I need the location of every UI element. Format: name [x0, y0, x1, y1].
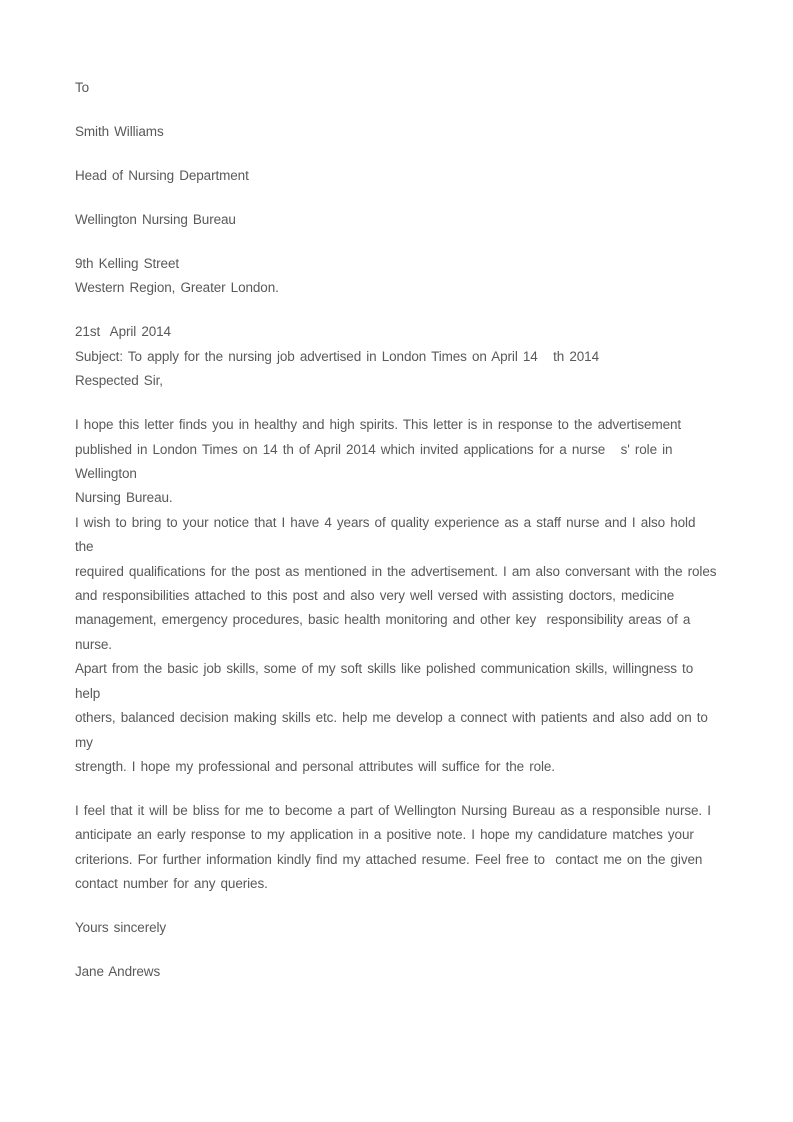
body-line: Apart from the basic job skills, some of my soft skills like polished communication skills, willingness to help	[75, 661, 699, 701]
signature-name: Jane Andrews	[75, 964, 161, 980]
recipient-line-title: Head of Nursing Department	[75, 168, 249, 183]
recipient-line-name: Smith Williams	[75, 124, 164, 139]
body-line: contact number for any queries.	[75, 876, 268, 892]
body-line: criterions. For further information kindly find my attached resume. Feel free to contact me on the given	[75, 851, 703, 867]
body-line: others, balanced decision making skills etc. help me develop a connect with patients and also add on to my	[75, 710, 713, 750]
body-line: Nursing Bureau.	[75, 490, 173, 506]
body-line: published in London Times on 14 th of April 2014 which invited applications for a nurse s' role in Wellington	[75, 441, 678, 482]
subject-line: Subject: To apply for the nursing job advertised in London Times on April 14 th 2014	[75, 348, 599, 364]
body-line: and responsibilities attached to this post and also very well versed with assisting doctors, medicine	[75, 588, 675, 604]
body-paragraph-4	[75, 799, 718, 897]
salutation: Respected Sir,	[75, 373, 163, 389]
address-line-street: 9th Kelling Street	[75, 256, 180, 271]
recipient-block	[75, 76, 718, 232]
body-line: strength. I hope my professional and personal attributes will suffice for the role.	[75, 758, 555, 774]
recipient-line-company: Wellington Nursing Bureau	[75, 212, 236, 227]
closing-block	[75, 916, 718, 984]
body-line: I hope this letter finds you in healthy and high spirits. This letter is in response to the advertisement	[75, 417, 682, 433]
address-line-region: Western Region, Greater London.	[75, 280, 279, 296]
recipient-line-to: To	[75, 80, 90, 95]
address-block	[75, 252, 718, 301]
body-line: I wish to bring to your notice that I have 4 years of quality experience as a staff nurse and I also hold the	[75, 514, 701, 555]
date-line: 21st April 2014	[75, 324, 171, 340]
body-line: I feel that it will be bliss for me to become a part of Wellington Nursing Bureau as a responsible nurse. I	[75, 802, 711, 818]
body-paragraph-1	[75, 413, 718, 511]
body-line: required qualifications for the post as mentioned in the advertisement. I am also conversant with the roles	[75, 563, 717, 579]
body-line: management, emergency procedures, basic health monitoring and other key responsibility areas of a nurse.	[75, 612, 696, 652]
body-line: anticipate an early response to my application in a positive note. I hope my candidature matches your	[75, 827, 694, 843]
closing-phrase: Yours sincerely	[75, 920, 167, 936]
body-paragraph-2	[75, 511, 718, 657]
meta-block	[75, 320, 718, 393]
body-paragraph-3	[75, 657, 718, 779]
